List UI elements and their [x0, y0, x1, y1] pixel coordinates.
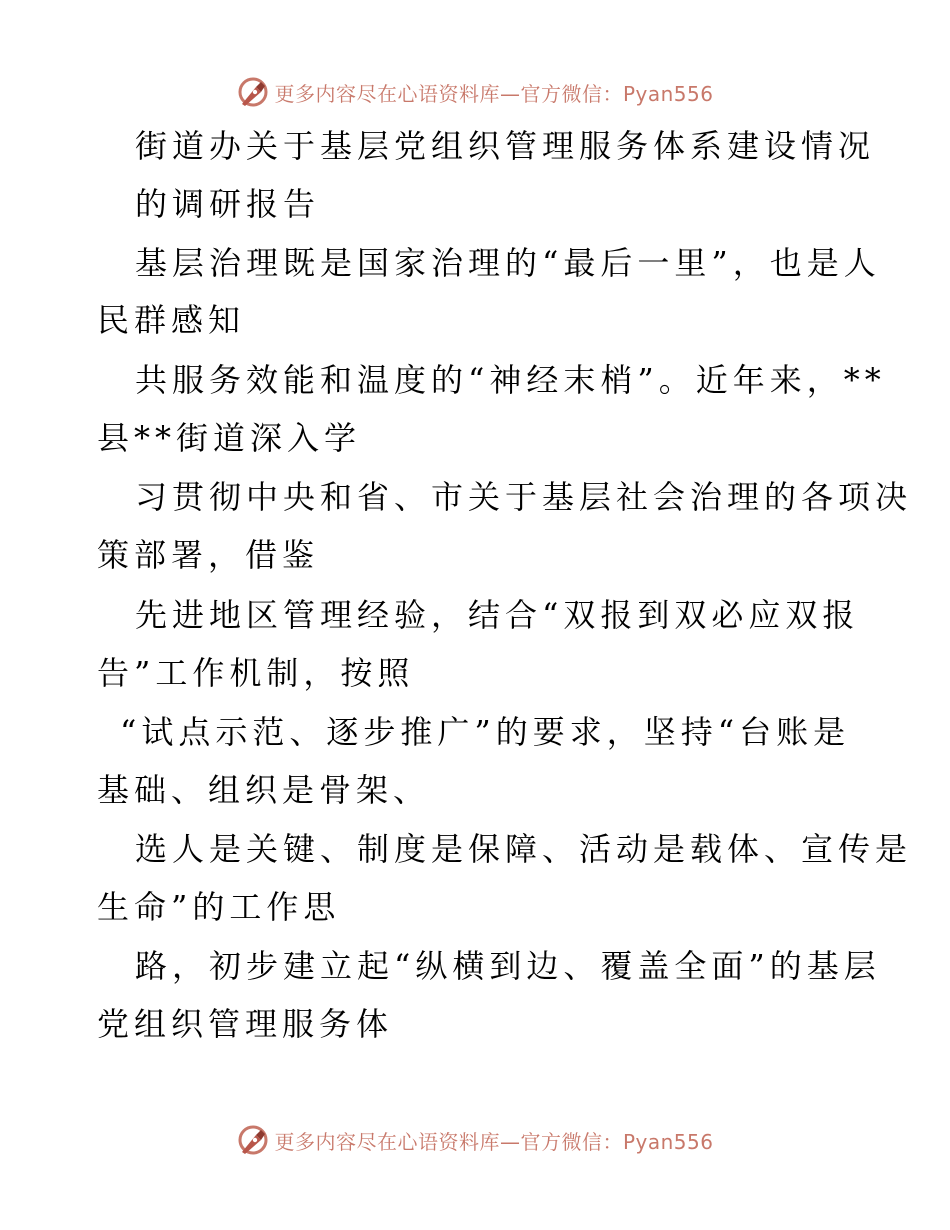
pen-nib-circle-logo-icon: [236, 1123, 270, 1157]
document-title-line-2: 的调研报告: [135, 185, 321, 223]
paragraph-line: 生命”的工作思: [97, 888, 341, 926]
footer-watermark: [0, 1120, 950, 1160]
footer-watermark-text: 更多内容尽在心语资料库—官方微信：Pyan556: [274, 1129, 714, 1154]
paragraph-line: 策部署，借鉴: [97, 536, 320, 574]
paragraph-line: 基础、组织是骨架、: [97, 771, 431, 809]
header-watermark: [0, 72, 950, 112]
paragraph-line: 告”工作机制，按照: [97, 654, 415, 692]
paragraph-line: 习贯彻中央和省、市关于基层社会治理的各项决: [135, 478, 913, 516]
paragraph-line: 路，初步建立起“纵横到边、覆盖全面”的基层: [135, 947, 881, 985]
paragraph-line: 基层治理既是国家治理的“最后一里”，也是人: [135, 244, 881, 282]
paragraph-line: “试点示范、逐步推广”的要求，坚持“台账是: [120, 713, 851, 751]
header-watermark-text: 更多内容尽在心语资料库—官方微信：Pyan556: [274, 81, 714, 106]
pen-nib-circle-logo-icon: [236, 75, 270, 109]
paragraph-line: 民群感知: [97, 301, 246, 339]
paragraph-line: 党组织管理服务体: [97, 1005, 394, 1043]
paragraph-line: 县**街道深入学: [97, 419, 362, 457]
paragraph-line: 共服务效能和温度的“神经末梢”。近年来，**: [135, 361, 886, 399]
paragraph-line: 先进地区管理经验，结合“双报到双必应双报: [135, 596, 860, 634]
document-title-line-1: 街道办关于基层党组织管理服务体系建设情况: [135, 127, 876, 165]
paragraph-line: 选人是关键、制度是保障、活动是载体、宣传是: [135, 830, 913, 868]
